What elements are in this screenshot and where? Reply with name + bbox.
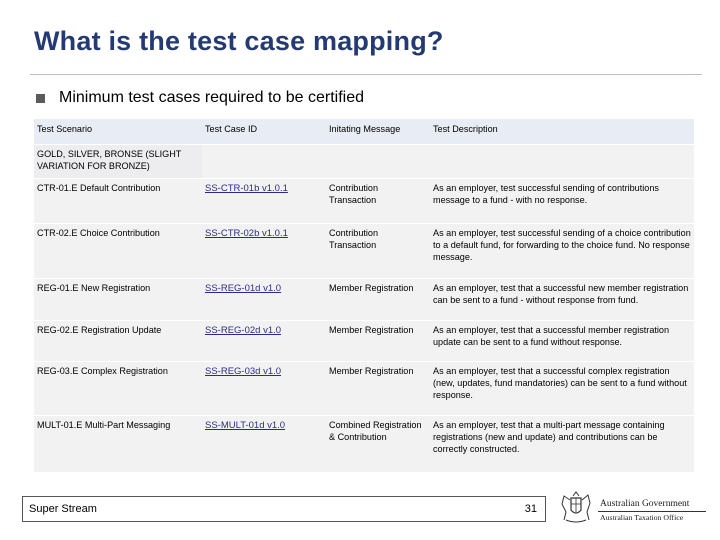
org-name: Australian Government: [600, 499, 690, 509]
initiating-message-cell: Member Registration: [326, 362, 430, 416]
test-scenario-cell: REG-02.E Registration Update: [34, 321, 202, 362]
column-header-test-scenario: Test Scenario: [34, 119, 202, 145]
table-group-row: [34, 145, 694, 179]
test-case-id-link[interactable]: SS-REG-02d v1.0: [205, 325, 282, 336]
test-case-id-link[interactable]: SS-MULT-01d v1.0: [205, 420, 286, 431]
test-case-id-link[interactable]: SS-CTR-01b v1.0.1: [205, 183, 288, 194]
table-cell-empty: [326, 145, 430, 179]
test-case-mapping-table: [34, 119, 694, 473]
initiating-message-cell: Member Registration: [326, 279, 430, 321]
table-row: [34, 362, 694, 416]
coat-of-arms-icon: [558, 490, 594, 524]
footer-label: Super Stream: [29, 503, 97, 515]
test-scenario-cell: CTR-01.E Default Contribution: [34, 179, 202, 224]
org-subname: Australian Taxation Office: [600, 513, 684, 522]
test-scenario-cell: REG-01.E New Registration: [34, 279, 202, 321]
group-label: GOLD, SILVER, BRONSE (SLIGHT VARIATION FOR BRONZE): [34, 145, 202, 179]
test-description-cell: As an employer, test that a multi-part message containing registrations (new and update) and contributions can be correctly constructed.: [430, 416, 694, 473]
table-cell-empty: [202, 145, 326, 179]
column-header-initiating-message: Initating Message: [326, 119, 430, 145]
footer-bar: [22, 496, 546, 522]
test-case-id-link[interactable]: SS-REG-03d v1.0: [205, 366, 282, 377]
bullet-point: [36, 89, 364, 107]
test-scenario-cell: MULT-01.E Multi-Part Messaging: [34, 416, 202, 473]
test-scenario-cell: REG-03.E Complex Registration: [34, 362, 202, 416]
test-case-id-link[interactable]: SS-REG-01d v1.0: [205, 283, 282, 294]
column-header-test-description: Test Description: [430, 119, 694, 145]
org-divider: [598, 511, 706, 512]
test-description-cell: As an employer, test that a successful member registration update can be sent to a fund without response.: [430, 321, 694, 362]
test-case-id-link[interactable]: SS-CTR-02b v1.0.1: [205, 228, 288, 239]
column-header-test-case-id: Test Case ID: [202, 119, 326, 145]
title-divider: [30, 74, 702, 75]
table-row: [34, 416, 694, 473]
test-description-cell: As an employer, test successful sending of a choice contribution to a default fund, for forwarding to the choice fund. No response message.: [430, 224, 694, 279]
test-scenario-cell: CTR-02.E Choice Contribution: [34, 224, 202, 279]
test-description-cell: As an employer, test that a successful new member registration can be sent to a fund - without response from fund.: [430, 279, 694, 321]
initiating-message-cell: Contribution Transaction: [326, 179, 430, 224]
bullet-text: Minimum test cases required to be certified: [59, 89, 365, 106]
table-row: [34, 224, 694, 279]
test-description-cell: As an employer, test that a successful complex registration (new, updates, fund mandatories) can be sent to a fund without response.: [430, 362, 694, 416]
square-bullet-icon: [36, 94, 45, 103]
page-number: 31: [524, 503, 537, 515]
initiating-message-cell: Combined Registration & Contribution: [326, 416, 430, 473]
initiating-message-cell: Contribution Transaction: [326, 224, 430, 279]
table-row: [34, 321, 694, 362]
test-description-cell: As an employer, test successful sending of contributions message to a fund - with no response.: [430, 179, 694, 224]
initiating-message-cell: Member Registration: [326, 321, 430, 362]
table-row: [34, 179, 694, 224]
table-row: [34, 279, 694, 321]
table-cell-empty: [430, 145, 694, 179]
table-header-row: [34, 119, 694, 145]
slide-title: What is the test case mapping?: [34, 26, 444, 56]
